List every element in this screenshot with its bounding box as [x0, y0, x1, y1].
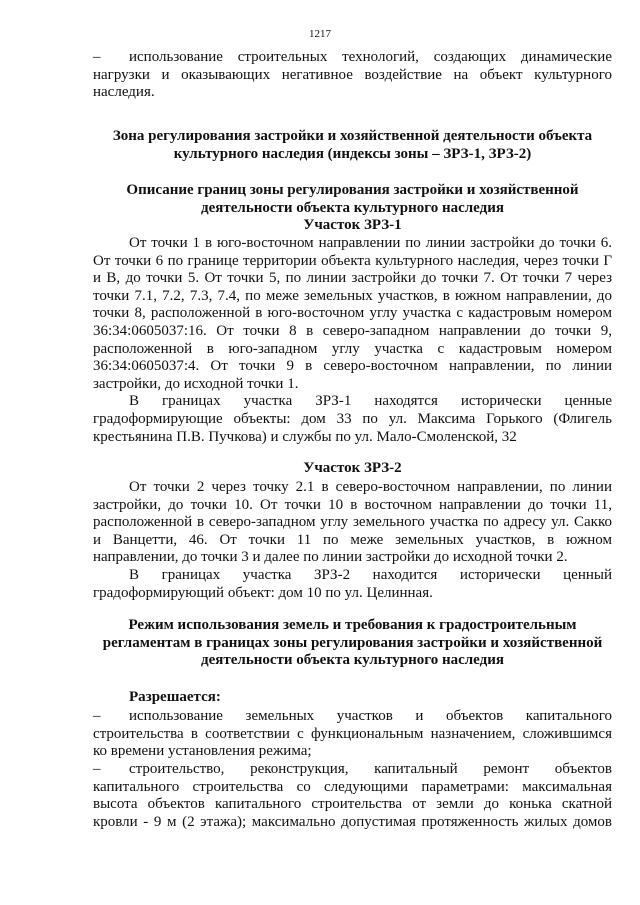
- bullet-dash: –: [93, 49, 101, 65]
- text-line: точки 7.1, 7.2, 7.3, 7.4, по меже земельных участков, в южном направлении, до: [93, 287, 612, 304]
- text-line: От точки 1 в юго-восточном направлении по линии застройки до точки 6.: [129, 235, 612, 251]
- text-line: градоформирующие объекты: дом 33 по ул. Максима Горького (Флигель: [93, 410, 612, 427]
- text-line: кровли - 9 м (2 этажа); максимально допустимая протяженность жилых домов: [93, 813, 612, 830]
- allowed-item-1: [93, 708, 612, 761]
- text-line: наследия.: [93, 84, 155, 101]
- text-line: капитального строительства со следующими параметрами: максимальная: [93, 778, 612, 795]
- text-line: крестьянина П.В. Пучкова) и службы по ул. Мало-Смоленской, 32: [93, 428, 517, 445]
- text-line: – использование строительных технологий, создающих динамические: [93, 49, 612, 65]
- text-line: От точки 2 через точку 2.1 в северо-восточном направлении, по линии: [129, 479, 612, 495]
- bullet-dash: –: [93, 708, 101, 724]
- text-line: расположенной в юго-западном углу участка с кадастровым номером: [93, 340, 612, 357]
- text-line: высота объектов капитального строительства от земли до конька скатной: [93, 796, 612, 813]
- plot2-title: Участок ЗРЗ-2: [303, 460, 402, 476]
- text-line: нагрузки и оказывающих негативное воздействие на объект культурного: [93, 66, 612, 83]
- bullet-dash: –: [93, 761, 101, 777]
- text-line: расположенной в северо-западном углу земельного участка по адресу ул. Сакко: [93, 514, 612, 531]
- allowed-item-2: [93, 761, 612, 831]
- intro-paragraph: [93, 49, 612, 102]
- text-line: точки 8, расположенной в юго-восточном углу участка с кадастровым номером: [93, 305, 612, 322]
- text-line: и В, до точки 5. От точки 5, по линии застройки до точки 7. От точки 7 через: [93, 270, 612, 287]
- text-line: – строительство, реконструкция, капитальный ремонт объектов: [93, 761, 612, 777]
- text-line: строительства в соответствии с функциональным назначением, сложившимся: [93, 725, 612, 742]
- text-line: градоформирующий объект: дом 10 по ул. Целинная.: [93, 584, 433, 601]
- zone-heading: Зона регулирования застройки и хозяйственной деятельности объекта культурного наследия (индексы зоны – ЗРЗ-1, ЗРЗ-2): [112, 128, 593, 162]
- text-line: застройки, до исходной точки 1.: [93, 375, 299, 392]
- text-line: – использование земельных участков и объектов капитального: [93, 708, 612, 724]
- text-line: ко времени установления режима;: [93, 743, 312, 760]
- page-number: 1217: [309, 28, 331, 40]
- text-line: 36:34:0605037:16. От точки 8 в северо-западном направлении до точки 9,: [93, 322, 612, 339]
- text-line: 36:34:0605037:4. От точки 9 в северо-восточном направлении, по линии: [93, 358, 612, 375]
- text-line: В границах участка ЗРЗ-2 находится исторически ценный: [129, 566, 612, 583]
- text-line: застройки, до точки 10. От точки 10 в восточном направлении до точки 11,: [93, 496, 612, 513]
- plot1-description: [93, 235, 612, 446]
- allowed-label: Разрешается:: [129, 689, 221, 705]
- regime-heading: Режим использования земель и требования к градостроительным регламентам в границах зоны регулирования застройки и хозяйственной деятельности объекта культурного наследия: [102, 617, 603, 669]
- description-heading: Описание границ зоны регулирования застройки и хозяйственной деятельности объекта культурного наследия Участок ЗРЗ-1: [93, 182, 612, 235]
- text-line: В границах участка ЗРЗ-1 находятся исторически ценные: [129, 393, 612, 410]
- text-line: направлении, до точки 3 и далее по линии застройки до исходной точки 2.: [93, 549, 568, 566]
- plot2-description: [93, 479, 612, 602]
- text-line: От точки 6 по границе территории объекта культурного наследия, через точки Г: [93, 252, 612, 269]
- plot1-title: Участок ЗРЗ-1: [303, 217, 402, 234]
- text-line: и Ванцетти, 46. От точки 11 по меже земельных участков, в южном: [93, 531, 612, 548]
